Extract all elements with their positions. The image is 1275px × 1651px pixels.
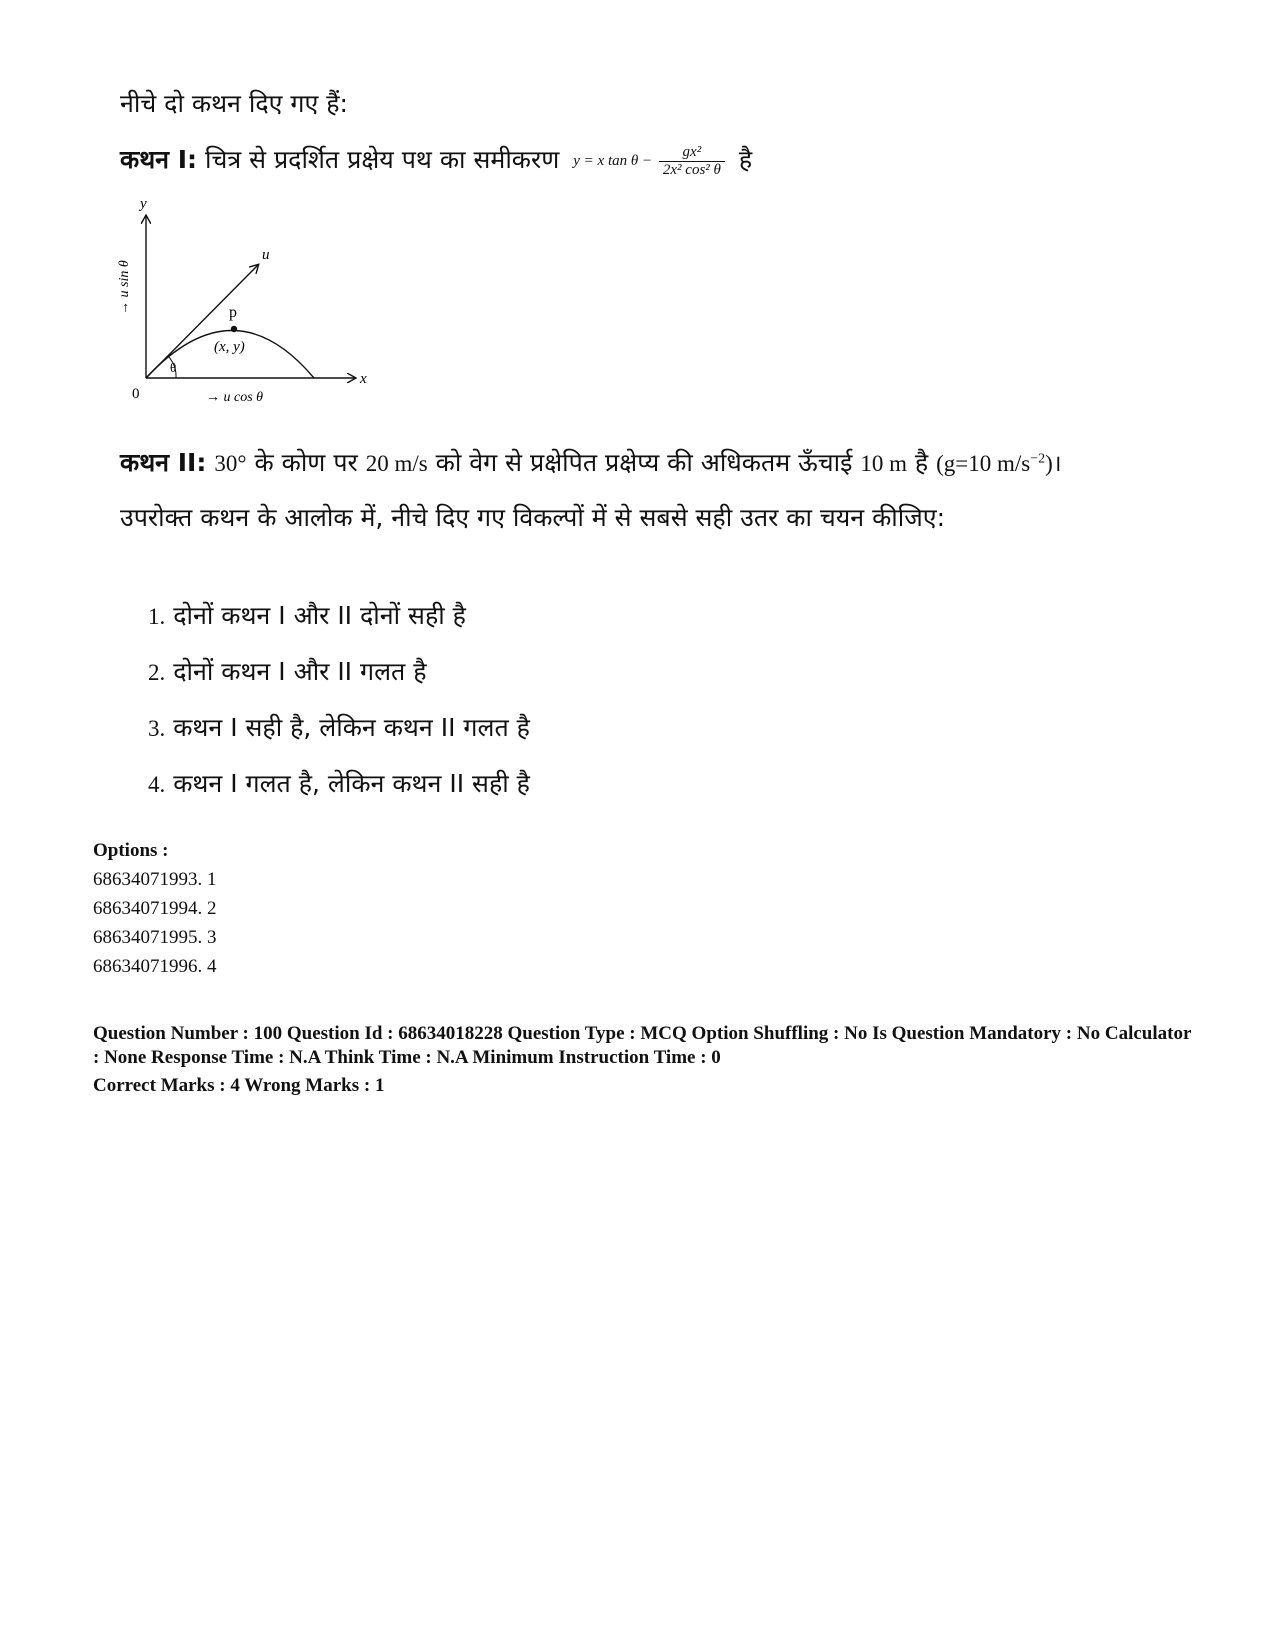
- question-meta-line: Question Number : 100 Question Id : 68634018228 Question Type : MCQ Option Shuffling : No Is Question Mandatory : No Calculator : None Response Time : N.A Think Time : N.A Minimum Instruction Time : 0: [93, 1023, 1192, 1068]
- projectile-diagram: [110, 198, 400, 413]
- horizontal-component-label: → u cos θ: [206, 390, 264, 405]
- option-item: 68634071993. 1: [93, 869, 217, 890]
- statement-1-text: चित्र से प्रदर्शित प्रक्षेय पथ का समीकरण: [205, 145, 560, 174]
- option-item: 68634071994. 2: [93, 898, 217, 919]
- formula-denominator: 2x² cos² θ: [662, 161, 721, 178]
- vertical-component-label: → u sin θ: [117, 260, 132, 315]
- statement-2-text-c: है: [914, 448, 929, 477]
- statement-2-text-b: को वेग से प्रक्षेपित प्रक्षेप्य की अधिकतम ऊँचाई: [435, 448, 853, 477]
- origin-label: 0: [132, 386, 140, 402]
- marks-line: Correct Marks : 4 Wrong Marks : 1: [93, 1075, 385, 1096]
- angle-value: 30°: [214, 451, 247, 476]
- statement-2-label: कथन II:: [120, 448, 207, 477]
- question-prompt: उपरोक्त कथन के आलोक में, नीचे दिए गए विकल्पों में से सबसे सही उतर का चयन कीजिए:: [120, 503, 946, 532]
- options-block: [93, 836, 217, 981]
- choice-number: 1.: [148, 604, 166, 629]
- choice-item: [148, 598, 466, 632]
- option-item: 68634071996. 4: [93, 956, 217, 977]
- y-axis-label: y: [140, 198, 147, 212]
- trajectory-formula: [573, 144, 725, 179]
- point-label: p: [229, 304, 237, 321]
- speed-value: 20 m/s: [365, 451, 428, 476]
- x-axis-label: x: [360, 371, 367, 387]
- angle-label: θ: [170, 360, 177, 375]
- choice-number: 3.: [148, 716, 166, 741]
- gravity-value: [936, 451, 1061, 476]
- gravity-end: )।: [1045, 451, 1062, 476]
- point-p-marker: [231, 326, 237, 332]
- formula-fraction: [659, 144, 725, 179]
- statement-1-label: कथन I:: [120, 145, 198, 174]
- question-meta: [93, 1022, 1193, 1098]
- statement-1-suffix: है: [738, 145, 753, 174]
- choice-text: कथन I गलत है, लेकिन कथन II सही है: [173, 769, 530, 798]
- question-intro: नीचे दो कथन दिए गए हैं:: [120, 89, 348, 118]
- gravity-base: (g=10 m/s: [936, 451, 1031, 476]
- formula-lhs: y = x tan θ −: [573, 152, 653, 169]
- velocity-label: u: [262, 247, 270, 263]
- choice-item: [148, 710, 530, 744]
- statement-1: [120, 142, 752, 179]
- choice-text: दोनों कथन I और II दोनों सही है: [173, 601, 466, 630]
- options-heading: Options :: [93, 840, 169, 861]
- choice-number: 4.: [148, 772, 166, 797]
- point-coords-label: (x, y): [214, 339, 245, 355]
- choice-text: कथन I सही है, लेकिन कथन II गलत है: [173, 713, 530, 742]
- choice-item: [148, 654, 427, 688]
- height-value: 10 m: [860, 451, 907, 476]
- choice-number: 2.: [148, 660, 166, 685]
- choice-text: दोनों कथन I और II गलत है: [173, 657, 427, 686]
- choice-item: [148, 766, 530, 800]
- gravity-exponent: −2: [1030, 451, 1046, 467]
- option-item: 68634071995. 3: [93, 927, 217, 948]
- statement-2-text-a: के कोण पर: [254, 448, 358, 477]
- formula-numerator: gx²: [659, 144, 725, 162]
- statement-2: [120, 445, 1062, 479]
